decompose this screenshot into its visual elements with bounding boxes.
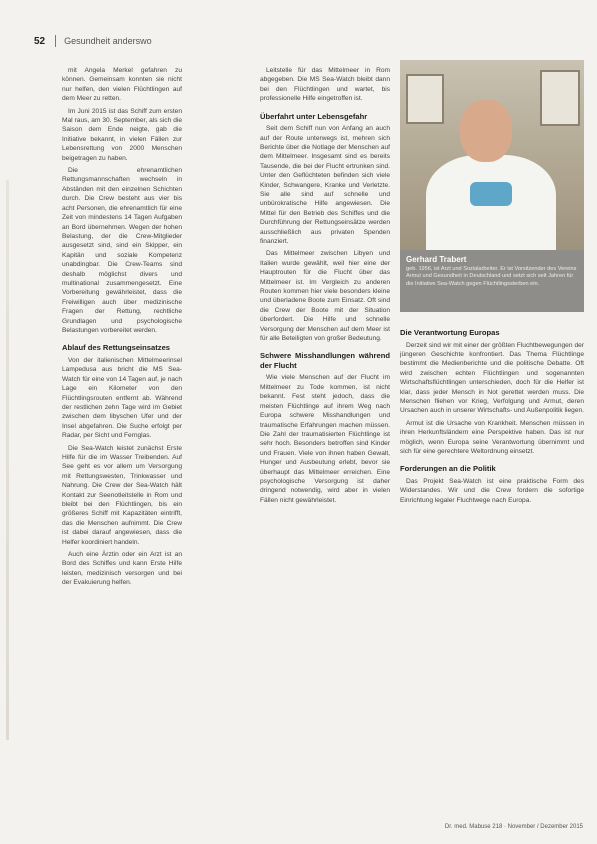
page-edge-shadow [6, 180, 9, 740]
paragraph: Armut ist die Ursache von Krankheit. Menschen müssen in ihren Herkunftsländern eine Perspektive haben. Das ist nur möglich, wenn Europa seine Verantwortung übernimmt und sich für eine gerechtere Weltordnung einsetzt. [400, 419, 584, 455]
paragraph: Derzeit sind wir mit einer der größten Fluchtbewegungen der jüngeren Geschichte konfrontiert. Das Thema Flüchtlinge bestimmt die Medienberichte und die politische Debatte. Oft wird zwischen echten Flüchtlingen und sogenannten Wirtschaftsflüchtlingen unterschieden, doch für die Helfer ist klar, dass jeder Mensch in Not gerettet werden muss. Die Menschen fliehen vor Krieg, Verfolgung und Armut, deren Ursachen auch in unserer Wirtschafts- und Außenpolitik liegen. [400, 341, 584, 415]
paragraph: Seit dem Schiff nun von Anfang an auch auf der Route unterwegs ist, mehren sich Berichte über die Notlage der Menschen auf dem Mittelmeer. Insgesamt sind es bereits Tausende, die bei der Flucht ertrunken sind. Unter den Geflüchteten befinden sich viele Kinder, Schwangere, Kranke und Verletzte. Sie alle sind auf schnelle und unbürokratische Hilfe angewiesen. Die Mittel für den Betrieb des Schiffes und die Durchführung der Rettungseinsätze werden ausschließlich aus privaten Spenden finanziert. [260, 125, 390, 245]
caption-text: geb. 1956, ist Arzt und Sozialarbeiter. Er ist Vorsitzender des Vereins Armut und Gesundheit in Deutschland und setzt sich seit Jahren für die Initiative Sea-Watch gegen Flüchtlingssterben ein. [406, 266, 577, 287]
paragraph: Das Projekt Sea-Watch ist eine praktische Form des Widerstandes. Wir und die Crew fordern die sofortige Einrichtung legaler Fluchtwege nach Europa. [400, 477, 584, 504]
page-footer: Dr. med. Mabuse 218 · November / Dezember 2015 [444, 824, 583, 830]
paragraph: Das Mittelmeer zwischen Libyen und Italien wurde gewählt, weil hier eine der Hauptrouten für die Flucht über das Mittelmeer ist. Im Vergleich zu anderen Routen kommen hier viele besonders kleine und überladene Boote zum Einsatz. Oft sind die Crew der Boote mit der Situation überfordert. Die Hilfe und schnelle Versorgung der Menschen auf dem Meer ist für alle Beteiligten von großer Bedeutung. [260, 250, 390, 343]
caption-name: Gerhard Trabert [406, 255, 467, 264]
page-number: 52 [34, 35, 46, 47]
portrait-photo [400, 60, 584, 250]
text-column-2 [260, 66, 390, 806]
shirt-print [470, 182, 512, 206]
paragraph: mit Angela Merkel gefahren zu können. Gemeinsam konnten sie nicht nur helfen, den vielen Flüchtlingen auf dem Meer zu retten. [62, 67, 182, 103]
porthole-window [406, 74, 444, 124]
section-title: Gesundheit anderswo [64, 36, 152, 46]
photo-caption [400, 250, 584, 312]
paragraph: Auch eine Ärztin oder ein Arzt ist an Bord des Schiffes und kann Erste Hilfe leisten, medizinisch versorgen und bei der Evakuierung helfen. [62, 551, 182, 587]
subheading: Ablauf des Rettungseinsatzes [62, 343, 171, 353]
text-column-3 [400, 320, 584, 806]
paragraph: Die Sea-Watch leistet zunächst Erste Hilfe für die im Wasser Treibenden. Auf See geht es vor allem um Versorgung mit Rettungswesten, Trinkwasser und Nahrung. Die Crew der Sea-Watch hält Kontakt zur Seenotleitstelle in Rom und bleibt bei den Flüchtlingen, bis ein größeres Schiff mit Kapazitäten eintrifft, das die Menschen aufnimmt. Die Crew ist dabei darauf angewiesen, dass die Helfer koordiniert handeln. [62, 444, 182, 546]
paragraph: Leitstelle für das Mittelmeer in Rom abgegeben. Die MS Sea-Watch bleibt dann bei den Flüchtlingen und wartet, bis professionelle Hilfe eingetroffen ist. [260, 67, 390, 103]
text-column-1 [62, 66, 182, 806]
paragraph: Die ehrenamtlichen Rettungsmannschaften wechseln in Abständen mit den einzelnen Schichten durch. Die Crew besteht aus vier bis acht Personen, die ehrenamtlich für eine Zeit von mindestens 14 Tagen Aufgaben an Bord übernehmen. Wegen der hohen Belastung, der die Crew-Mitglieder ausgesetzt sind, sind ein Skipper, ein Kapitän und soziale Kompetenz unabdingbar. Die Crew-Teams sind deshalb möglichst divers und multinational zusammengesetzt. Eine Vorbereitung gewährleistet, dass die Freiwilligen auch über medizinische Fragen der Rettung, rechtliche Grundlagen und psychologische Belastungen vorbereitet werden. [62, 167, 182, 334]
header-divider [55, 35, 56, 47]
paragraph: Von der italienischen Mittelmeerinsel Lampedusa aus bricht die MS Sea-Watch für eine von 14 Tagen auf, je nach Lage ein Kilometer von den Flüchtlingsrouten entfernt ab. Während der restlichen zehn Tage wird im Gebiet zwischen dem libyschen Ufer und der Insel abgefahren. Die Suche erfolgt per Radar, per Sicht und Fernglas. [62, 356, 182, 440]
page-header [34, 30, 574, 52]
paragraph: Im Juni 2015 ist das Schiff zum ersten Mal raus, am 30. September, als sich die Saison dem Ende neigte, gab die Initiative bekannt, in vielen Fällen zur Lebensrettung von 2000 Menschen beigetragen zu haben. [62, 107, 182, 162]
subheading: Schwere Misshandlungen während der Flucht [260, 351, 390, 370]
porthole-window [540, 70, 580, 126]
subheading: Überfahrt unter Lebensgefahr [260, 111, 368, 121]
subheading: Forderungen an die Politik [400, 464, 496, 474]
subheading: Die Verantwortung Europas [400, 328, 500, 337]
person-head [460, 100, 512, 162]
paragraph: Wie viele Menschen auf der Flucht im Mittelmeer zu Tode kommen, ist nicht bekannt. Fest steht jedoch, dass die meisten Flüchtlinge auf ihrem Weg nach Europa schwere Misshandlungen und traumatische Erfahrungen machen müssen. Die Zahl der traumatisierten Flüchtlinge ist sehr hoch. Besonders betroffen sind Kinder und Frauen. Viele von ihnen haben Gewalt, Hunger und Ausbeutung erlebt, bevor sie überhaupt das Mittelmeer erreichen. Eine psychologische Versorgung ist daher dringend notwendig, wird aber in vielen Fällen nicht gewährleistet. [260, 374, 390, 504]
